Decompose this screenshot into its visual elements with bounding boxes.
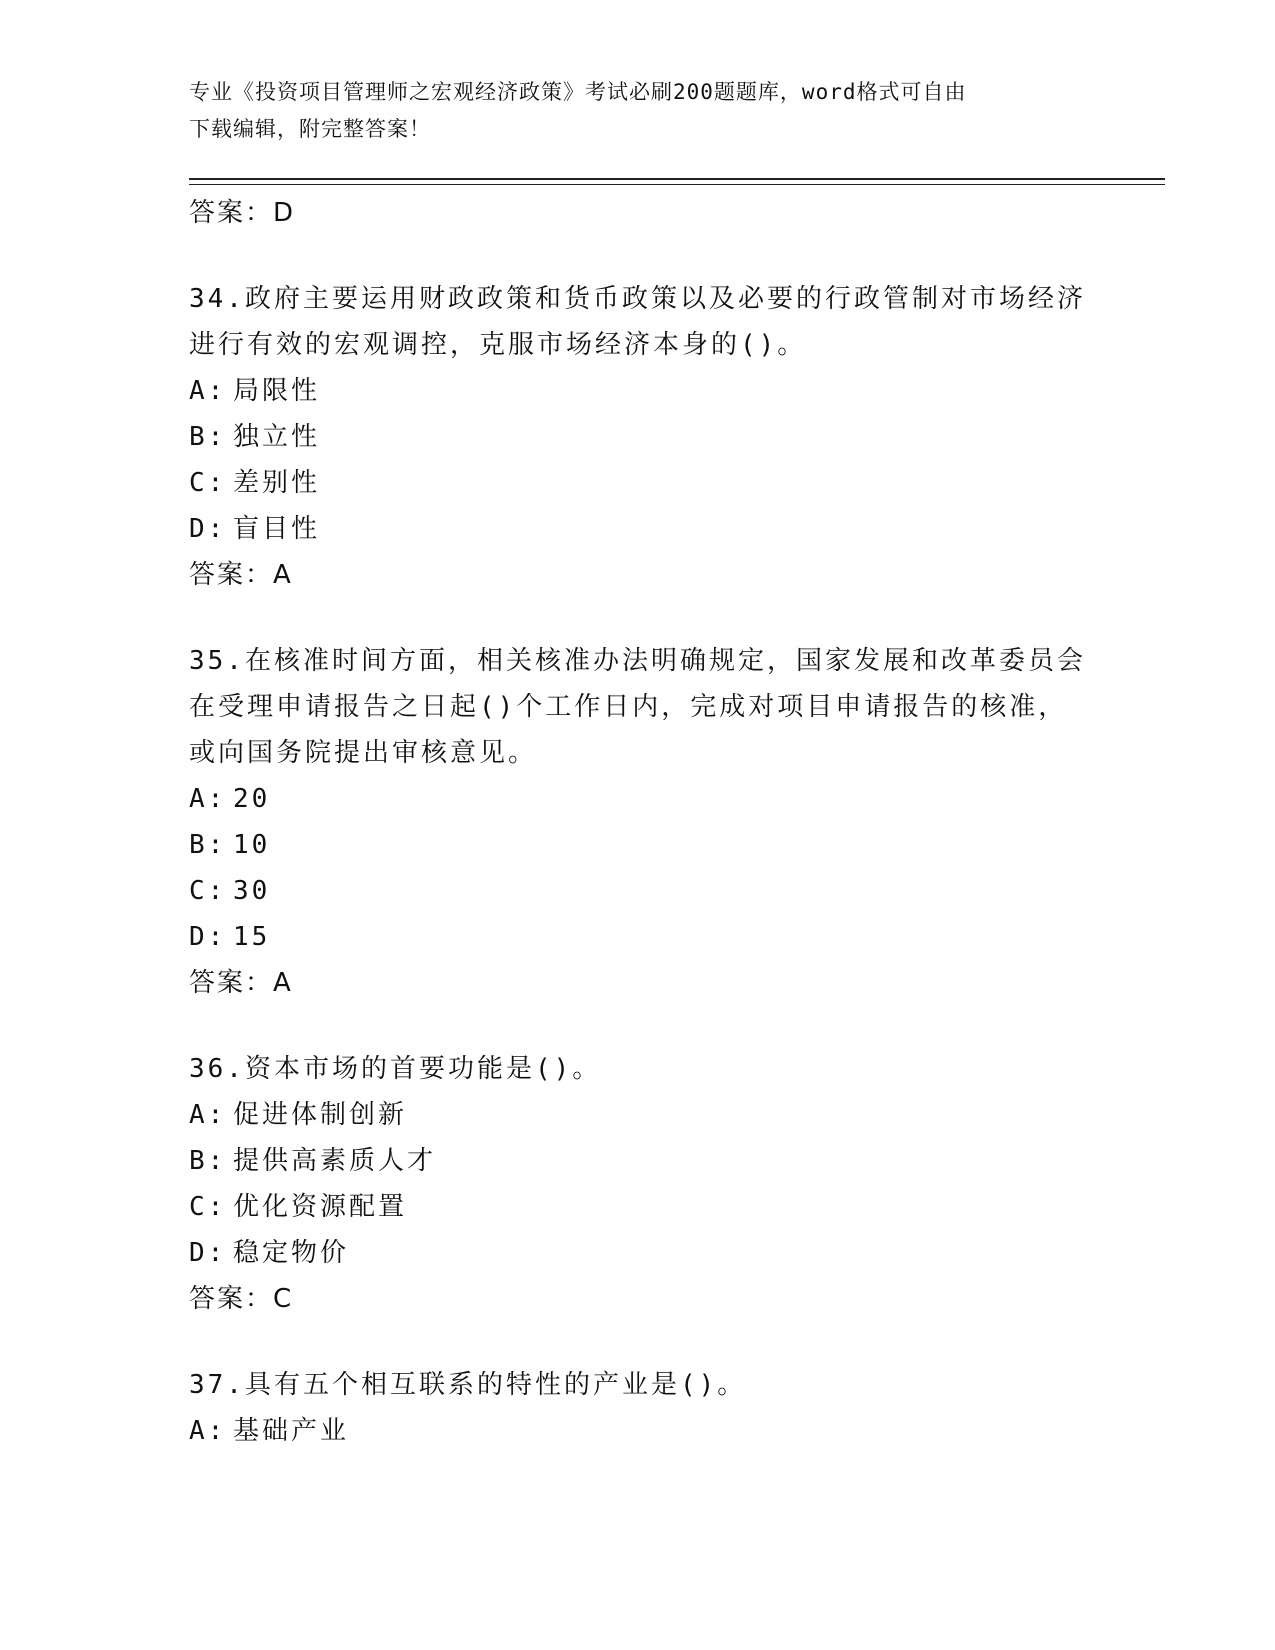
option-key: B: xyxy=(189,830,227,860)
option-key: C: xyxy=(189,876,227,906)
option-key: D: xyxy=(189,922,227,952)
question-34-text-2: 进行有效的宏观调控，克服市场经济本身的()。 xyxy=(189,330,807,360)
question-35-text-2: 在受理申请报告之日起()个工作日内，完成对项目申请报告的核准， xyxy=(189,692,1068,722)
option-a xyxy=(189,776,1089,822)
option-text: 20 xyxy=(233,784,271,814)
option-key: D: xyxy=(189,1238,227,1268)
option-key: C: xyxy=(189,468,227,498)
header-divider-thick xyxy=(189,178,1165,180)
option-d xyxy=(189,506,1089,552)
document-header xyxy=(189,74,1089,148)
option-text: 提供高素质人才 xyxy=(233,1146,437,1176)
option-text: 盲目性 xyxy=(233,514,321,544)
answer-34: 答案：A xyxy=(189,560,293,590)
option-text: 稳定物价 xyxy=(233,1238,350,1268)
option-b xyxy=(189,1138,1089,1184)
question-35-text-3: 或向国务院提出审核意见。 xyxy=(189,738,538,768)
option-key: B: xyxy=(189,422,227,452)
option-text: 基础产业 xyxy=(233,1416,350,1446)
option-a xyxy=(189,1092,1089,1138)
option-key: A: xyxy=(189,1416,227,1446)
option-key: B: xyxy=(189,1146,227,1176)
question-35 xyxy=(189,638,1089,1006)
option-text: 15 xyxy=(233,922,271,952)
option-c xyxy=(189,1184,1089,1230)
option-b xyxy=(189,414,1089,460)
option-b xyxy=(189,822,1089,868)
option-d xyxy=(189,914,1089,960)
option-key: D: xyxy=(189,514,227,544)
option-text: 优化资源配置 xyxy=(233,1192,408,1222)
option-text: 局限性 xyxy=(233,376,321,406)
option-text: 促进体制创新 xyxy=(233,1100,408,1130)
answer-previous: 答案：D xyxy=(189,198,296,228)
option-c xyxy=(189,460,1089,506)
question-36-text-1: 36.资本市场的首要功能是()。 xyxy=(189,1054,602,1084)
option-d xyxy=(189,1230,1089,1276)
option-key: A: xyxy=(189,784,227,814)
question-34 xyxy=(189,276,1089,598)
question-37 xyxy=(189,1362,1089,1454)
question-36 xyxy=(189,1046,1089,1322)
option-text: 30 xyxy=(233,876,271,906)
option-text: 独立性 xyxy=(233,422,321,452)
header-line-1: 专业《投资项目管理师之宏观经济政策》考试必刷200题题库，word格式可自由 xyxy=(189,80,967,104)
option-key: A: xyxy=(189,1100,227,1130)
option-key: C: xyxy=(189,1192,227,1222)
option-key: A: xyxy=(189,376,227,406)
option-c xyxy=(189,868,1089,914)
header-divider-thin xyxy=(189,184,1165,185)
question-34-text-1: 34.政府主要运用财政政策和货币政策以及必要的行政管制对市场经济 xyxy=(189,284,1086,314)
option-text: 10 xyxy=(233,830,271,860)
question-37-text-1: 37.具有五个相互联系的特性的产业是()。 xyxy=(189,1370,747,1400)
answer-35: 答案：A xyxy=(189,968,293,998)
answer-36: 答案：C xyxy=(189,1284,294,1314)
option-a xyxy=(189,368,1089,414)
option-text: 差别性 xyxy=(233,468,321,498)
option-a xyxy=(189,1408,1089,1454)
question-list xyxy=(189,190,1089,1454)
question-35-text-1: 35.在核准时间方面，相关核准办法明确规定，国家发展和改革委员会 xyxy=(189,646,1086,676)
header-line-2: 下载编辑，附完整答案！ xyxy=(189,117,431,141)
